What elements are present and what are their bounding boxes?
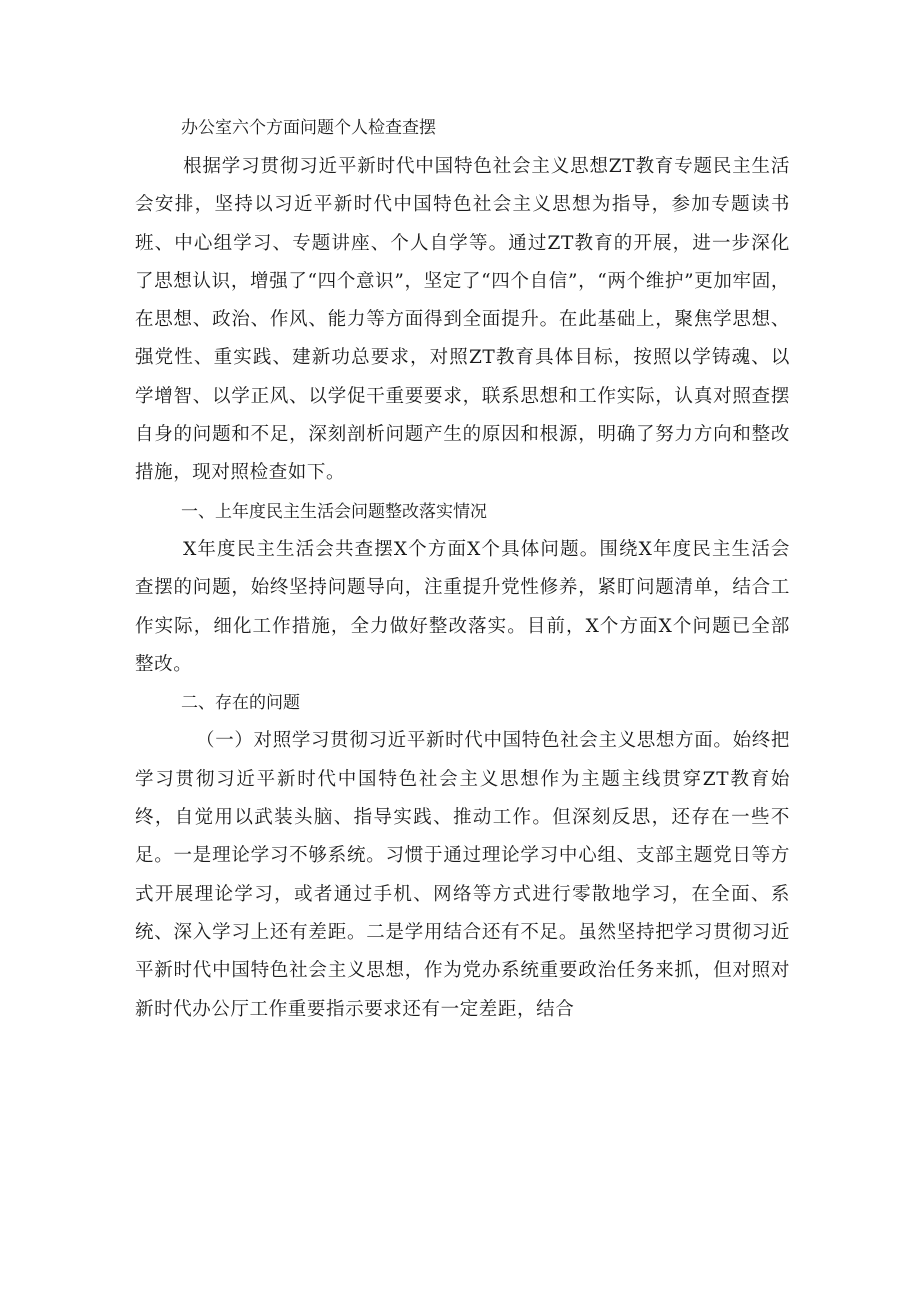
section-heading-1: 一、上年度民主生活会问题整改落实情况 <box>181 501 487 522</box>
section-heading-2: 二、存在的问题 <box>181 693 300 714</box>
document-title: 办公室六个方面问题个人检查查摆 <box>181 118 436 138</box>
document-body <box>135 108 790 1029</box>
section-1-paragraph: X年度民主生活会共查摆X个方面X个具体问题。围绕X年度民主生活会查摆的问题，始终坚持问题导向，注重提升党性修养，紧盯问题清单，结合工作实际，细化工作措施，全力做好整改落实。目前，X个方面X个问题已全部整改。 <box>135 538 790 675</box>
section-2-paragraph: （一）对照学习贯彻习近平新时代中国特色社会主义思想方面。始终把学习贯彻习近平新时代中国特色社会主义思想作为主题主线贯穿ZT教育始终，自觉用以武装头脑、指导实践、推动工作。但深刻反思，还存在一些不足。一是理论学习不够系统。习惯于通过理论学习中心组、支部主题党日等方式开展理论学习，或者通过手机、网络等方式进行零散地学习，在全面、系统、深入学习上还有差距。二是学用结合还有不足。虽然坚持把学习贯彻习近平新时代中国特色社会主义思想，作为党办系统重要政治任务来抓，但对照对新时代办公厅工作重要指示要求还有一定差距，结合 <box>135 730 790 1020</box>
intro-paragraph: 根据学习贯彻习近平新时代中国特色社会主义思想ZT教育专题民主生活会安排，坚持以习近平新时代中国特色社会主义思想为指导，参加专题读书班、中心组学习、专题讲座、个人自学等。通过ZT教育的开展，进一步深化了思想认识，增强了“四个意识”，坚定了“四个自信”，“两个维护”更加牢固，在思想、政治、作风、能力等方面得到全面提升。在此基础上，聚焦学思想、强党性、重实践、建新功总要求，对照ZT教育具体目标，按照以学铸魂、以学增智、以学正风、以学促干重要要求，联系思想和工作实际，认真对照查摆自身的问题和不足，深刻剖析问题产生的原因和根源，明确了努力方向和整改措施，现对照检查如下。 <box>135 156 790 484</box>
